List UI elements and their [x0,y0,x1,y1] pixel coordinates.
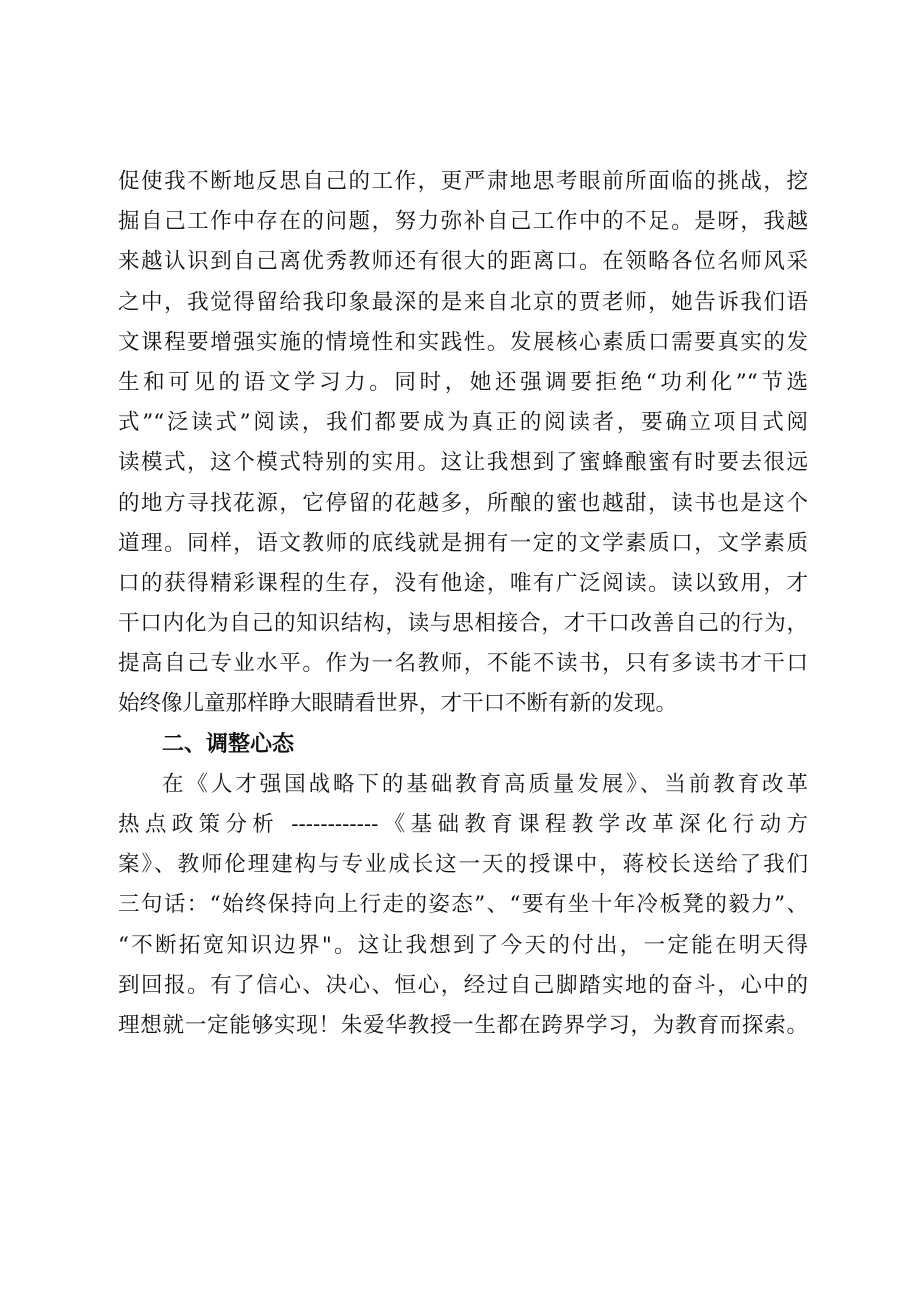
paragraph-1-line-14: 始终像儿童那样睁大眼睛看世界，才干口不断有新的发现。 [118,691,678,717]
paragraph-1-line-1: 促使我不断地反思自己的工作，更严肃地思考眼前所面临的挑战，挖 [118,169,808,194]
paragraph-2-line-6: 到回报。有了信心、决心、恒心，经过自己脚踏实地的奋斗，心中的 [118,972,808,998]
paragraph-2-line-7: 理想就一定能够实现！朱爱华教授一生都在跨界学习，为教育而探索。 [118,1012,808,1038]
paragraph-1-line-11: 口的获得精彩课程的生存，没有他途，唯有广泛阅读。读以致用，才 [118,570,808,596]
paragraph-1-line-2: 掘自己工作中存在的问题，努力弥补自己工作中的不足。是呀，我越 [118,209,808,235]
paragraph-1-line-3: 来越认识到自己离优秀教师还有很大的距离口。在领略各位名师风采 [118,249,808,275]
paragraph-1-line-6: 生和可见的语文学习力。同时，她还强调要拒绝“功利化”“节选 [118,369,808,395]
section-heading: 二、调整心态 [162,731,295,757]
paragraph-1-line-4: 之中，我觉得留给我印象最深的是来自北京的贾老师，她告诉我们语 [118,289,808,315]
paragraph-2-line-3: 案》、教师伦理建构与专业成长这一天的授课中，蒋校长送给了我们 [118,852,808,878]
paragraph-1-line-13: 提高自己专业水平。作为一名教师，不能不读书，只有多读书才干口 [118,651,808,677]
paragraph-1-line-10: 道理。同样，语文教师的底线就是拥有一定的文学素质口，文学素质 [118,530,808,556]
paragraph-2-line-2: 热点政策分析 ------------《基础教育课程教学改革深化行动方 [118,812,808,837]
paragraph-1-line-5: 文课程要增强实施的情境性和实践性。发展核心素质口需要真实的发 [118,329,808,355]
paragraph-1-line-8: 读模式，这个模式特别的实用。这让我想到了蜜蜂酿蜜有时要去很远 [118,450,808,476]
paragraph-2-line-1: 在《人才强国战略下的基础教育高质量发展》、当前教育改革 [162,771,808,797]
paragraph-2-line-4: 三句话：“始终保持向上行走的姿态”、“要有坐十年冷板凳的毅力”、 [118,892,808,918]
paragraph-1-line-12: 干口内化为自己的知识结构，读与思相接合，才干口改善自己的行为， [118,611,808,637]
document-body [118,162,808,1046]
paragraph-1-line-7: 式”“泛读式”阅读，我们都要成为真正的阅读者，要确立项目式阅 [118,410,808,436]
paragraph-2-line-5: “不断拓宽知识边界"。这让我想到了今天的付出，一定能在明天得 [118,932,808,958]
paragraph-1-line-9: 的地方寻找花源，它停留的花越多，所酿的蜜也越甜，读书也是这个 [118,490,808,516]
